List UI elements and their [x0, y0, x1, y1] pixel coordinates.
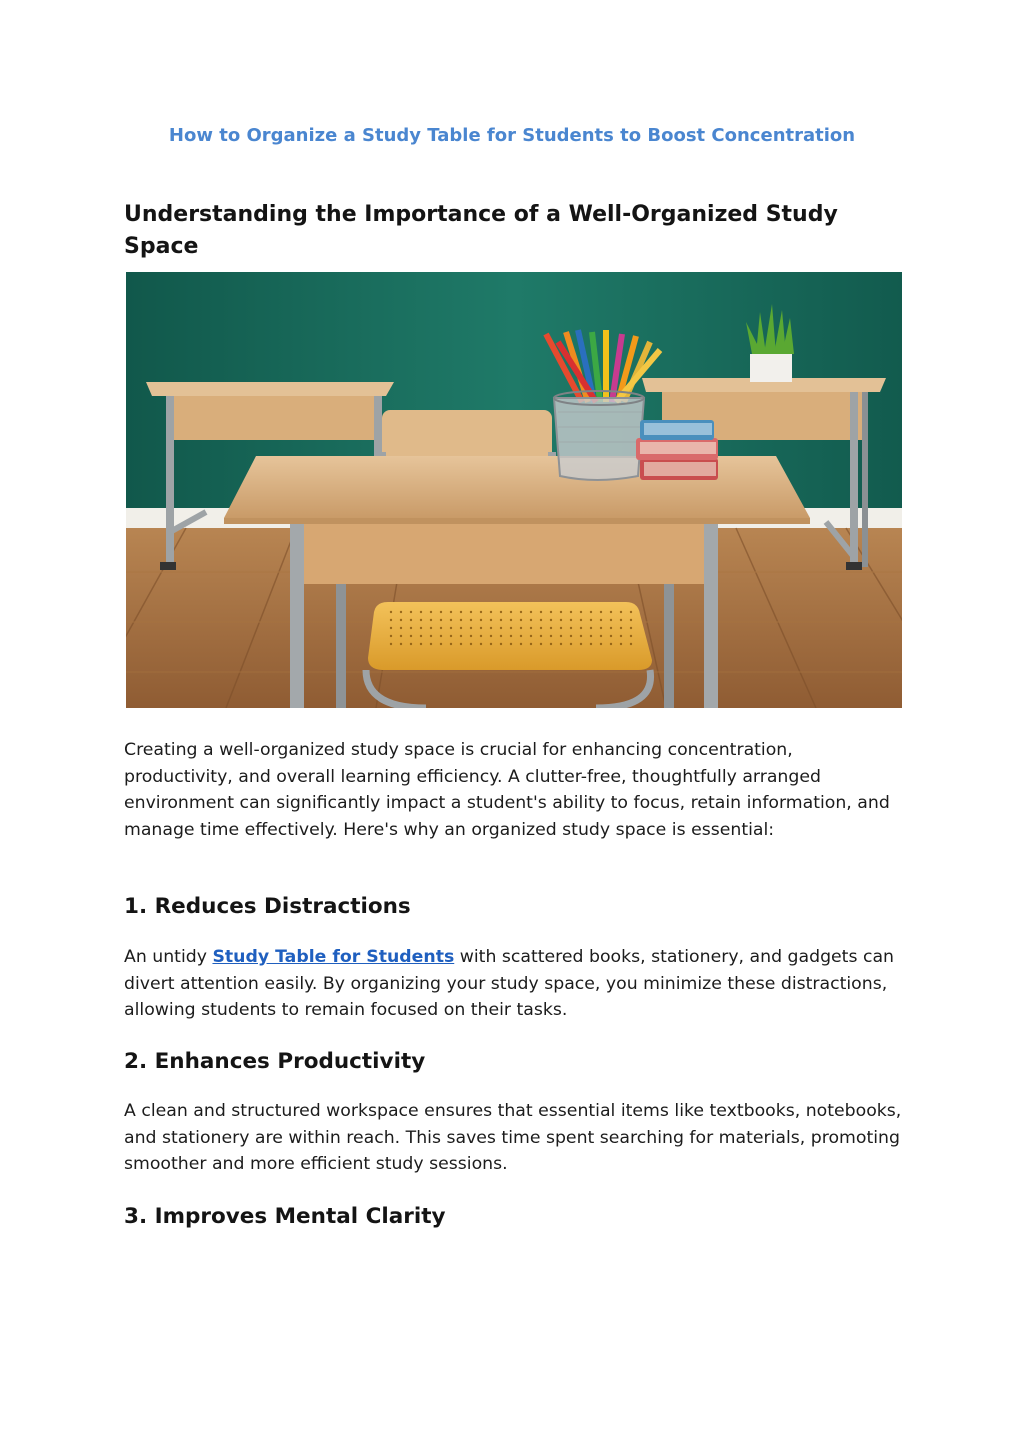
document-title: How to Organize a Study Table for Students to Boost Concentration	[168, 125, 856, 146]
study-table-link[interactable]: Study Table for Students	[212, 947, 455, 967]
section-heading-enhances-productivity: 2. Enhances Productivity	[124, 1049, 426, 1074]
paragraph-reduces-distractions	[124, 944, 904, 1024]
section-heading-reduces-distractions: 1. Reduces Distractions	[124, 894, 411, 919]
study-desk-photo	[126, 272, 902, 708]
section-heading-importance: Understanding the Importance of a Well-Organized Study Space	[124, 202, 838, 259]
paragraph-enhances-productivity: A clean and structured workspace ensures that essential items like textbooks, notebooks, and stationery are within reach. This saves time spent searching for materials, promoting smoother and more efficient study sessions.	[124, 1101, 902, 1174]
section-heading-mental-clarity: 3. Improves Mental Clarity	[124, 1204, 446, 1229]
paragraph-text-before-link: An untidy	[124, 947, 213, 967]
paragraph-text-after-link: with scattered books, stationery, and gadgets can divert attention easily. By organizing your study space, you minimize these distractions, allowing students to remain focused on their tasks.	[124, 947, 894, 1020]
intro-paragraph: Creating a well-organized study space is crucial for enhancing concentration, productivity, and overall learning efficiency. A clutter-free, thoughtfully arranged environment can significantly impact a student's ability to focus, retain information, and manage time effectively. Here's why an organized study space is essential:	[124, 740, 890, 840]
